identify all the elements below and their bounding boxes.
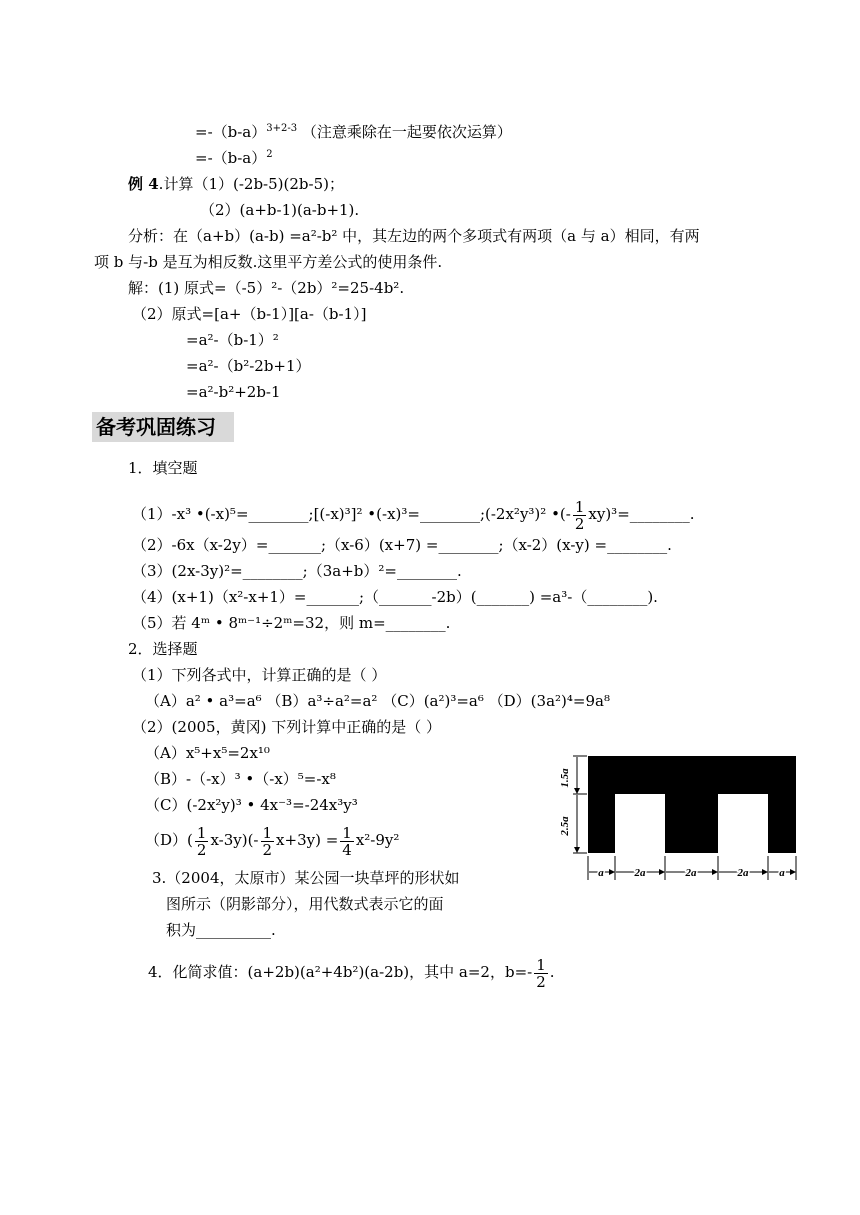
q2-option-c: （C）(-2x²y)³ • 4x⁻³=-24x³y³ [145, 796, 358, 814]
fraction-d1: $\frac{1}{2}$ [196, 823, 207, 859]
example-4-title: 例 4.计算（1）(-2b-5)(2b-5)； [128, 175, 344, 193]
q1-part4: （4）(x+1)（x²-x+1）=_______;（_______-2b）(_______) =a³-（________). [132, 588, 658, 606]
fraction-d2: $\frac{1}{2}$ [262, 823, 273, 859]
q2-option-d: （D）( $\frac{1}{2}$ x-3y)(- $\frac{1}{2}$ x+3y) = $\frac{1}{4}$ x²-9y² [145, 823, 400, 859]
q2-title: 2．选择题 [128, 640, 198, 658]
example-4-solution-5: =a²-b²+2b-1 [186, 383, 281, 401]
q2-sub1: （1）下列各式中，计算正确的是（ ） [132, 666, 387, 684]
label-bottom-4: 2a [737, 867, 749, 879]
label-left-2: 2.5a [559, 816, 571, 836]
section-heading: 备考巩固练习 [92, 412, 234, 442]
q2-sub1-options: （A）a² • a³=a⁶ （B）a³÷a²=a² （C）(a²)³=a⁶ （D）(3a²)⁴=9a⁸ [145, 692, 610, 710]
q3-line1: 3.（2004，太原市）某公园一块草坪的形状如 [152, 869, 460, 887]
fraction-one-half: $\frac{1}{2}$ [574, 497, 585, 533]
lawn-figure [553, 748, 803, 888]
example-4-analysis-a: 分析：在（a+b）(a-b) =a²-b² 中，其左边的两个多项式有两项（a 与 a）相同，有两 [128, 227, 700, 245]
example-4-analysis-b: 项 b 与-b 是互为相反数.这里平方差公式的使用条件. [94, 253, 443, 271]
q1-part2: （2）-6x（x-2y）=_______;（x-6）(x+7) =________;（x-2）(x-y) =________. [132, 536, 672, 554]
lawn-shaded-region [588, 756, 796, 853]
example-4-solution-1: 解：(1) 原式=（-5）²-（2b）²=25-4b². [128, 279, 405, 297]
example-4-solution-4: =a²-（b²-2b+1） [186, 357, 311, 375]
q2-option-a: （A）x⁵+x⁵=2x¹⁰ [145, 744, 270, 762]
label-bottom-3: 2a [685, 867, 697, 879]
label-bottom-1: a [598, 867, 604, 879]
label-left-1: 1.5a [559, 768, 571, 788]
q3-line3: 积为__________. [166, 921, 276, 939]
q2-sub2: （2）(2005，黄冈) 下列计算中正确的是（ ） [132, 718, 441, 736]
q3-line2: 图所示（阴影部分），用代数式表示它的面 [166, 895, 444, 913]
q1-part1: （1）-x³ •(-x)⁵=________;[(-x)³]² •(-x)³=________;(-2x²y³)² •(- $\frac{1}{2}$ xy)³=________. [132, 497, 695, 533]
q1-part5: （5）若 4ᵐ • 8ᵐ⁻¹÷2ᵐ=32，则 m=________. [132, 614, 451, 632]
label-bottom-2: 2a [634, 867, 646, 879]
q1-part3: （3）(2x-3y)²=________;（3a+b）²=________. [132, 562, 462, 580]
label-bottom-5: a [779, 867, 785, 879]
fraction-d3: $\frac{1}{4}$ [342, 823, 352, 859]
q4-text: 4．化简求值：(a+2b)(a²+4b²)(a-2b)，其中 a=2，b=- $\frac{1}{2}$ . [148, 955, 555, 991]
example-4-part2: （2）(a+b-1)(a-b+1). [200, 201, 360, 219]
q2-option-b: （B）-（-x）³ •（-x）⁵=-x⁸ [145, 770, 336, 788]
q1-title: 1．填空题 [128, 459, 198, 477]
example-4-solution-3: =a²-（b-1）² [186, 331, 279, 349]
example-4-solution-2: （2）原式=[a+（b-1）][a-（b-1）] [132, 305, 367, 323]
fraction-q4: $\frac{1}{2}$ [536, 955, 546, 991]
derivation-line-1: $=-(b-a)^{3+2-3}$ （注意乘除在一起要依次运算） [195, 123, 512, 141]
derivation-line-2: $=-(b-a)^2$ [195, 149, 273, 167]
